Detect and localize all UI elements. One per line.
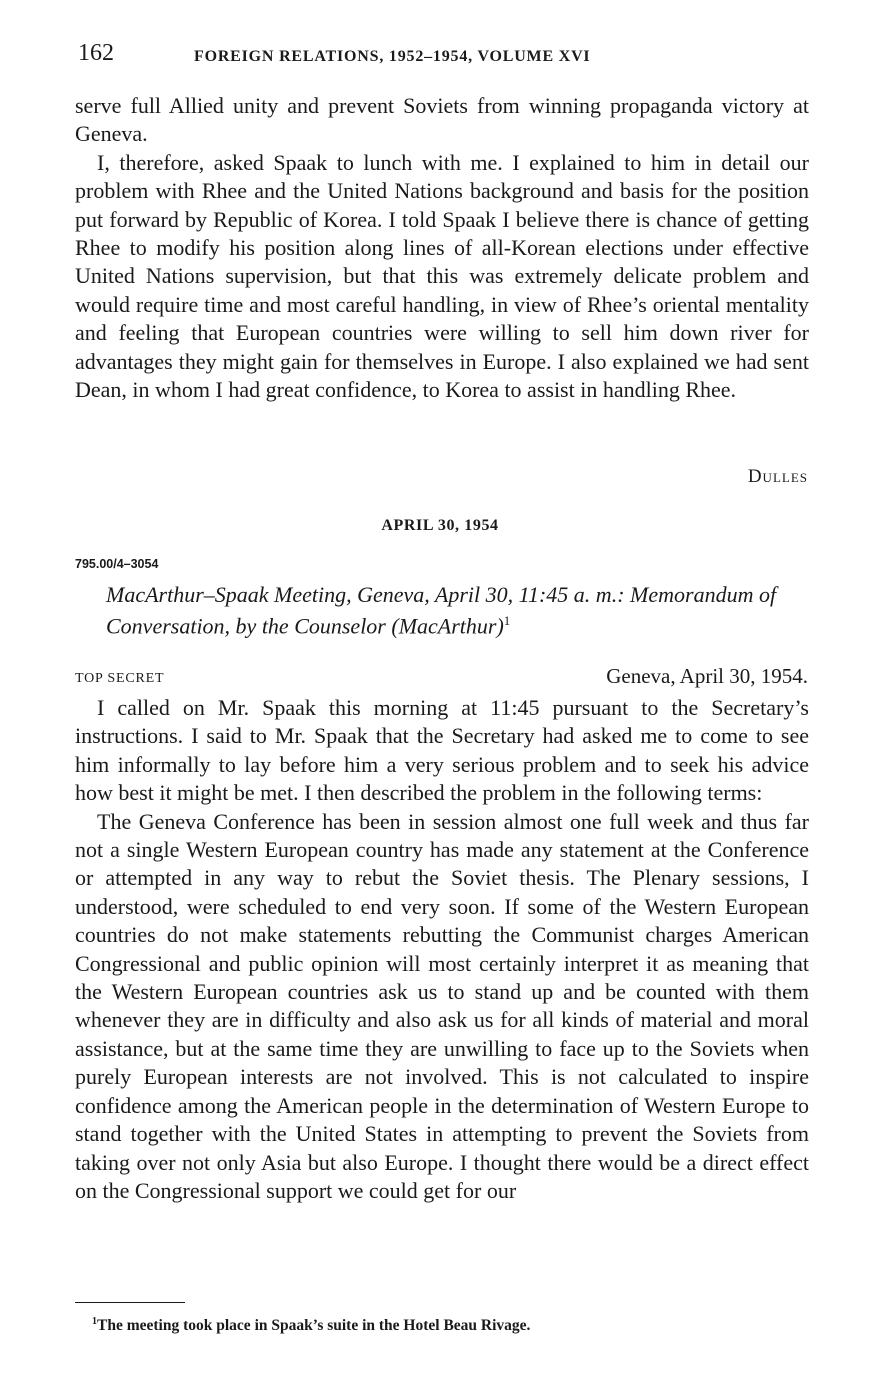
file-number: 795.00/4–3054 bbox=[75, 557, 159, 571]
page-header bbox=[78, 40, 818, 76]
memo-text bbox=[75, 694, 809, 1205]
classification: TOP SECRET bbox=[75, 671, 165, 686]
page-number: 162 bbox=[78, 40, 114, 66]
footnote-text: The meeting took place in Spaak’s suite in the Hotel Beau Rivage. bbox=[97, 1317, 531, 1335]
footnote-divider bbox=[75, 1302, 185, 1303]
date-heading: APRIL 30, 1954 bbox=[381, 517, 499, 534]
footnote-marker: 1 bbox=[503, 613, 511, 628]
footnote-number: 1 bbox=[92, 1316, 97, 1327]
document-title-text: MacArthur–Spaak Meeting, Geneva, April 30, 11:45 a. m.: Memorandum of Conversation, by the Counselor (MacArthur) bbox=[106, 582, 777, 639]
paragraph: I called on Mr. Spaak this morning at 11:45 pursuant to the Secretary’s instructions. I said to Mr. Spaak that the Secretary had asked me to come to see him informally to lay before him a very serious problem and to seek his advice how best it might be met. I then described the problem in the following terms: bbox=[75, 695, 809, 806]
paragraph: I, therefore, asked Spaak to lunch with me. I explained to him in detail our problem with Rhee and the United Nations background and basis for the position put forward by Republic of Korea. I told Spaak I believe there is chance of getting Rhee to modify his position along lines of all-Korean elections under effective United Nations supervision, but that this was extremely delicate problem and would require time and most careful handling, in view of Rhee’s oriental mentality and feeling that European countries were willing to sell him down river for advantages they might gain for themselves in Europe. I also explained we had sent Dean, in whom I had great confidence, to Korea to assist in handling Rhee. bbox=[75, 149, 809, 403]
signature: Dulles bbox=[747, 466, 808, 487]
paragraph: serve full Allied unity and prevent Soviets from winning propaganda victory at Geneva. bbox=[75, 93, 809, 147]
footnote bbox=[92, 1316, 530, 1335]
place-date: Geneva, April 30, 1954. bbox=[606, 664, 808, 688]
continued-text bbox=[75, 92, 809, 404]
document-title bbox=[106, 582, 806, 639]
paragraph: The Geneva Conference has been in session almost one full week and thus far not a single Western European country has made any statement at the Conference or attempted in any way to rebut the Soviet thesis. The Plenary sessions, I understood, were scheduled to end very soon. If some of the Western European countries do not make statements rebutting the Communist charges American Congressional and public opinion will most certainly interpret it as meaning that the Western European countries ask us to stand up and be counted with them whenever they are in difficulty and also ask us for all kinds of material and moral assistance, but at the same time they are unwilling to face up to the Soviets when purely European interests are not involved. This is not calculated to inspire confidence among the American people in the determination of Western Europe to stand together with the United States in attempting to prevent the Soviets from taking over not only Asia but also Europe. I thought there would be a direct effect on the Congressional support we could get for our bbox=[75, 808, 809, 1203]
running-head: FOREIGN RELATIONS, 1952–1954, VOLUME XVI bbox=[194, 48, 591, 65]
